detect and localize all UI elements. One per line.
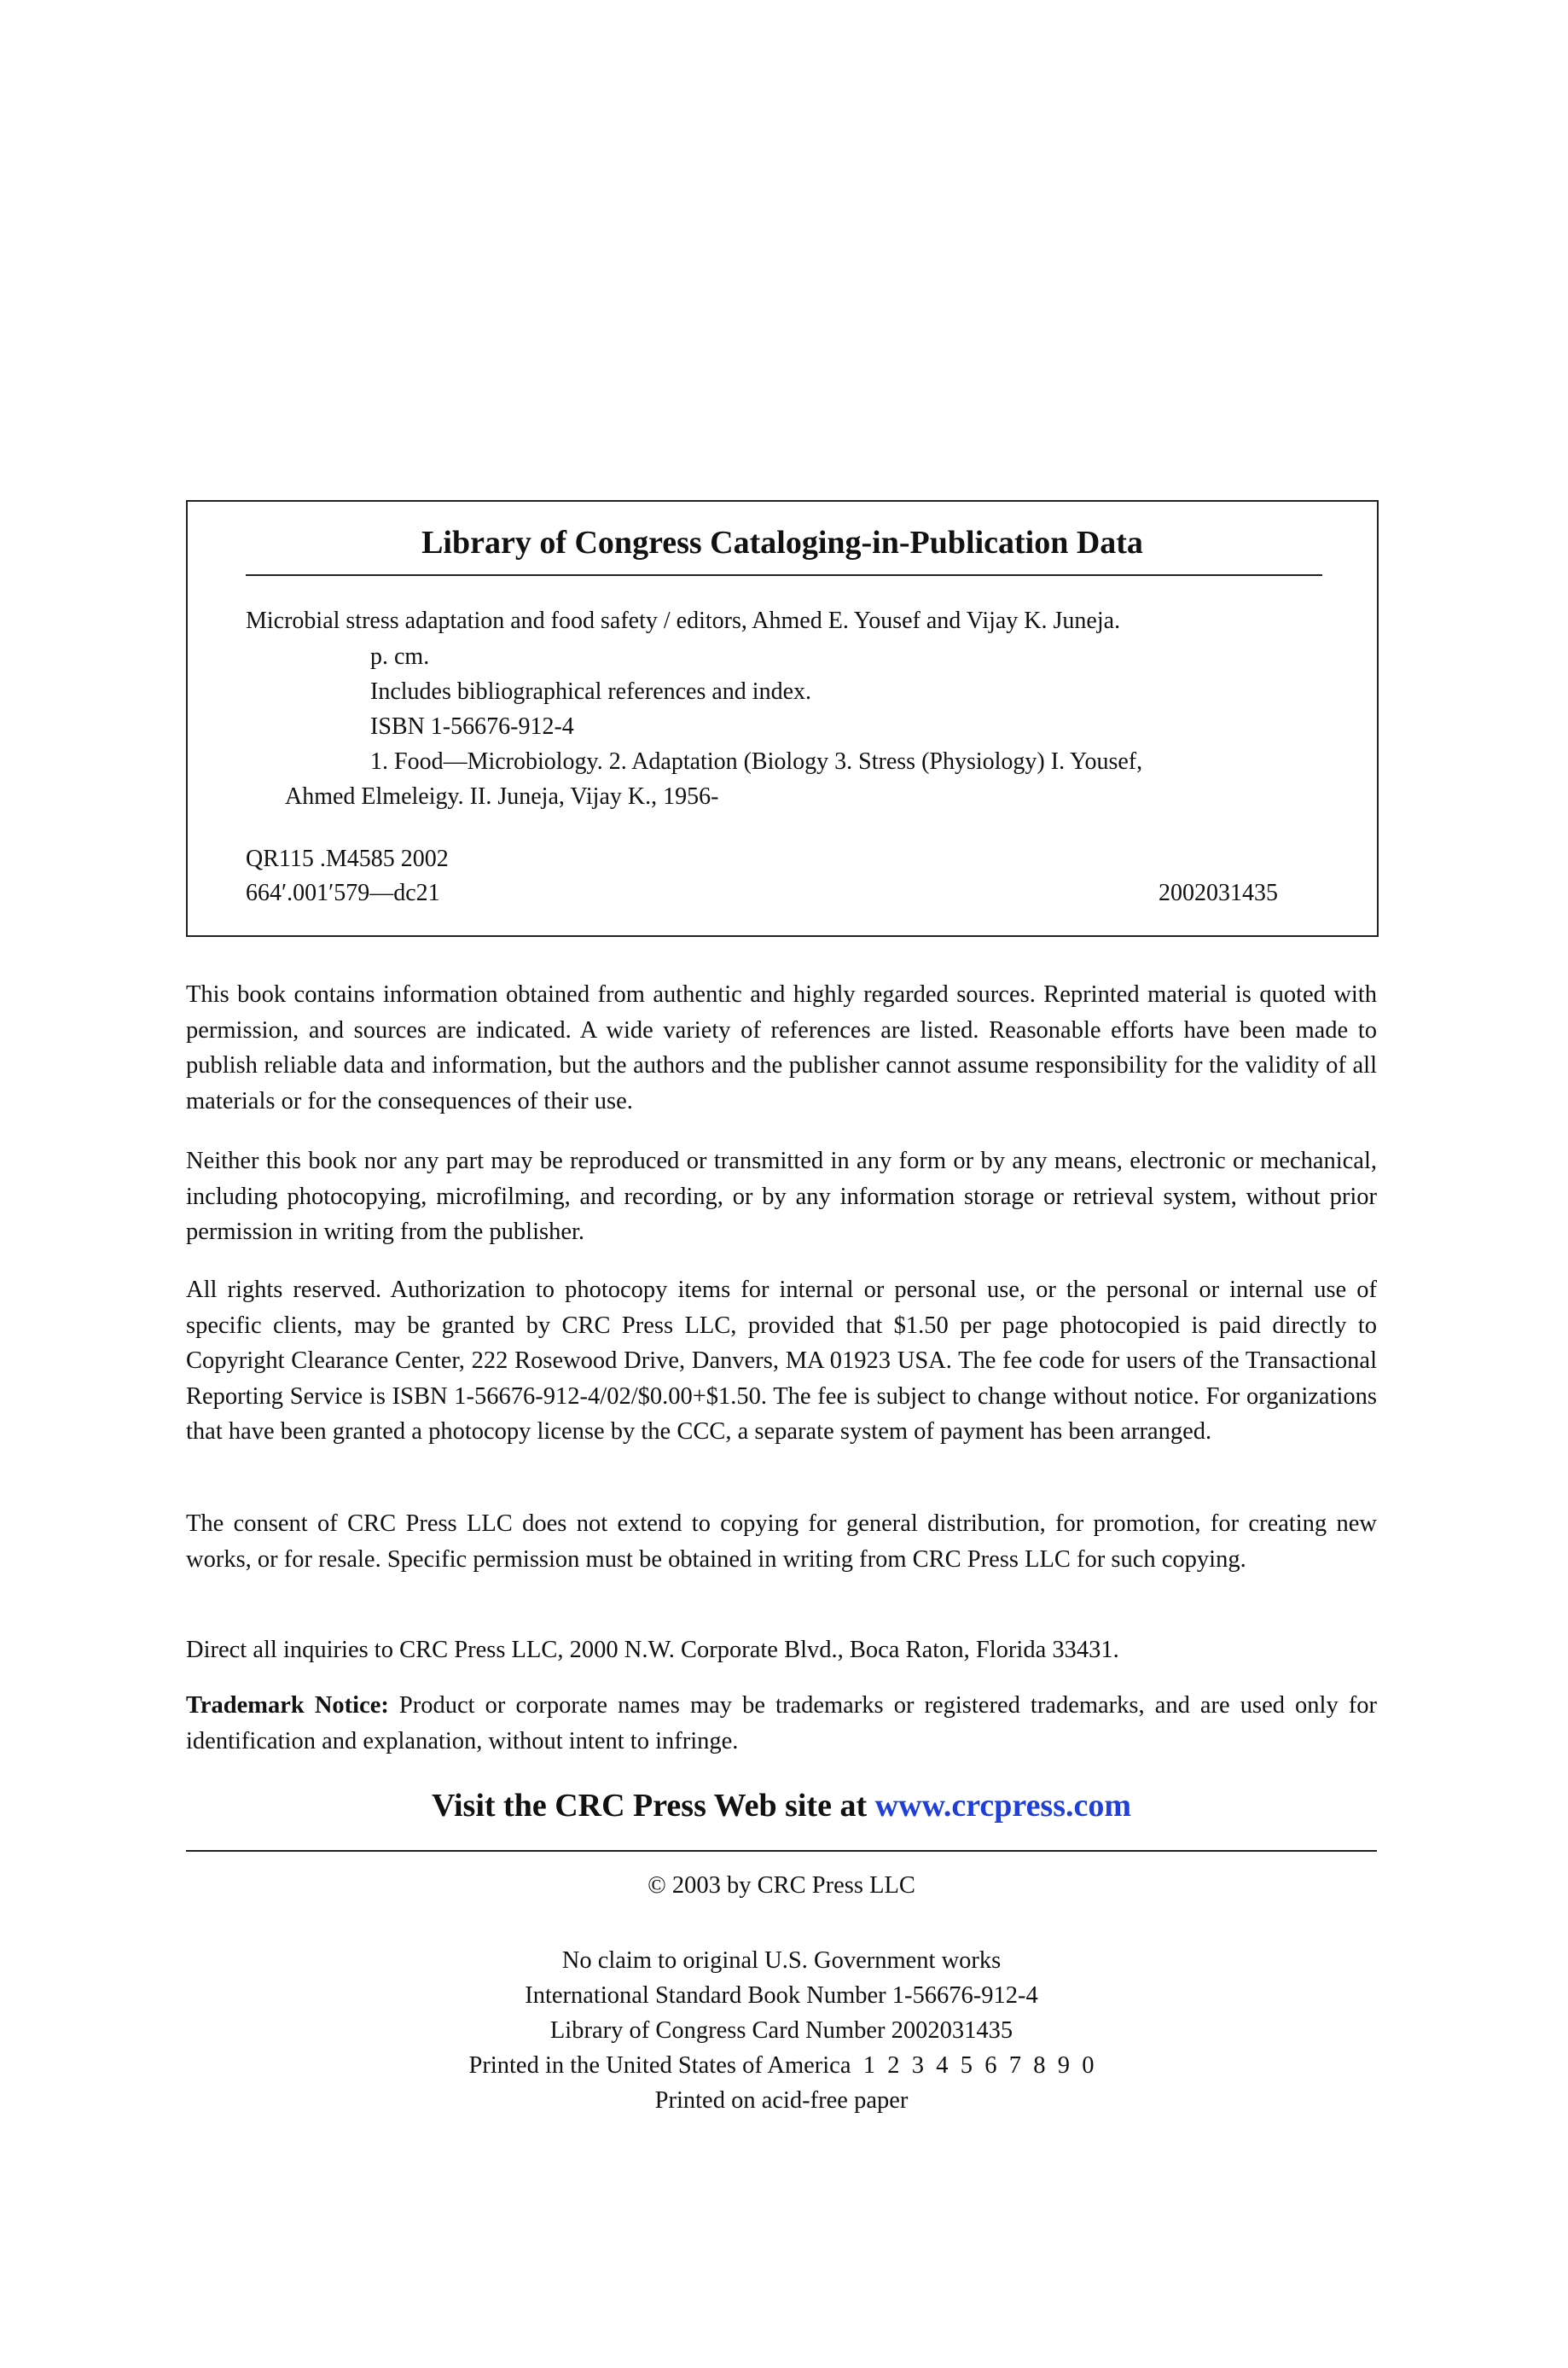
isbn-line: International Standard Book Number 1-56676-912-4	[525, 1982, 1038, 2009]
paragraph-trademark	[186, 1688, 1377, 1759]
cip-bibliography-note: Includes bibliographical references and index.	[370, 678, 812, 705]
paragraph-sources: This book contains information obtained from authentic and highly regarded sources. Reprinted material is quoted with permission, and sources are indicated. A wide variety of references are listed. Reasonable efforts have been made to publish reliable data and information, but the authors and the publisher cannot assume responsibility for the validity of all materials or for the consequences of their use.	[186, 981, 1377, 1114]
government-works-line: No claim to original U.S. Government works	[561, 1947, 1002, 1974]
paragraph-consent: The consent of CRC Press LLC does not extend to copying for general distribution, for promotion, for creating new works, or for resale. Specific permission must be obtained in writing from CRC Press LLC for such copying.	[186, 1510, 1377, 1573]
trademark-text: Product or corporate names may be trademarks or registered trademarks, and are used only for identification and explanation, without intent to infringe.	[186, 1692, 1377, 1754]
footer-rule	[186, 1850, 1377, 1852]
website-link[interactable]: www.crcpress.com	[874, 1788, 1132, 1824]
acid-free-paper-line: Printed on acid-free paper	[654, 2087, 909, 2114]
trademark-label: Trademark Notice:	[186, 1692, 389, 1719]
printed-in-line: Printed in the United States of America 1 2 3 4 5 6 7 8 9 0	[468, 2052, 1095, 2079]
visit-website-line	[186, 1780, 1377, 1831]
cip-dewey-classification: 664′.001′579—dc21	[246, 880, 440, 906]
visit-prefix: Visit the CRC Press Web site at	[431, 1788, 875, 1824]
cip-control-number: 2002031435	[1159, 880, 1278, 906]
cip-title-statement: Microbial stress adaptation and food safety / editors, Ahmed E. Yousef and Vijay K. Juneja.	[246, 608, 1121, 634]
lc-card-number-line: Library of Congress Card Number 2002031435	[549, 2017, 1013, 2044]
paragraph-inquiries: Direct all inquiries to CRC Press LLC, 2000 N.W. Corporate Blvd., Boca Raton, Florida 33431.	[186, 1637, 1119, 1663]
cip-title-rule	[246, 574, 1322, 576]
cip-isbn: ISBN 1-56676-912-4	[370, 713, 574, 740]
cip-data-box	[186, 500, 1379, 937]
cip-subjects-line-2: Ahmed Elmeleigy. II. Juneja, Vijay K., 1956-	[285, 783, 719, 810]
copyright-line: © 2003 by CRC Press LLC	[648, 1872, 915, 1899]
cip-physical-description: p. cm.	[370, 643, 430, 670]
cip-subjects-line-1: 1. Food—Microbiology. 2. Adaptation (Biology 3. Stress (Physiology) I. Yousef,	[370, 748, 1143, 775]
cip-title: Library of Congress Cataloging-in-Publication Data	[421, 525, 1143, 561]
cip-lc-classification: QR115 .M4585 2002	[246, 846, 449, 872]
paragraph-rights: All rights reserved. Authorization to photocopy items for internal or personal use, or the personal or internal use of specific clients, may be granted by CRC Press LLC, provided that $1.50 per page photocopied is paid directly to Copyright Clearance Center, 222 Rosewood Drive, Danvers, MA 01923 USA. The fee code for users of the Transactional Reporting Service is ISBN 1-56676-912-4/02/$0.00+$1.50. The fee is subject to change without notice. For organizations that have been granted a photocopy license by the CCC, a separate system of payment has been arranged.	[186, 1277, 1377, 1445]
paragraph-reproduction: Neither this book nor any part may be reproduced or transmitted in any form or by any means, electronic or mechanical, including photocopying, microfilming, and recording, or by any information storage or retrieval system, without prior permission in writing from the publisher.	[186, 1148, 1377, 1245]
